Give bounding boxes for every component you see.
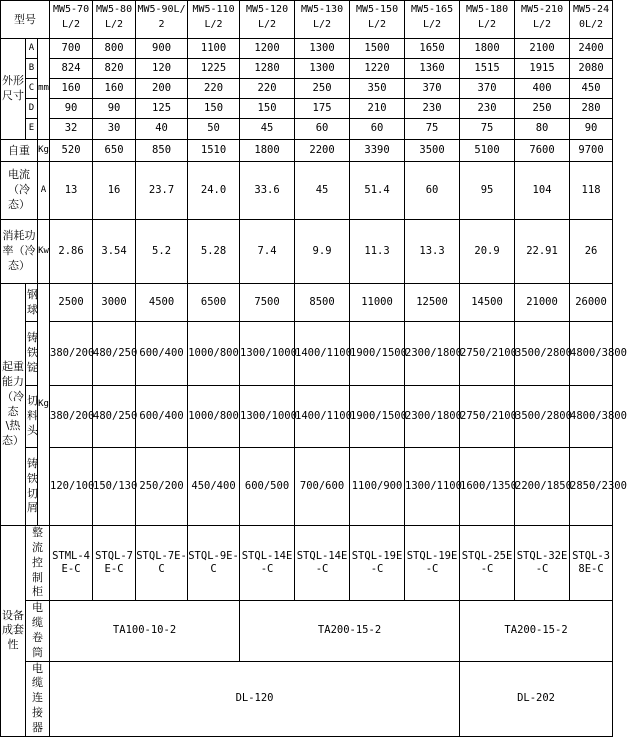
table-cell: 370 [405, 79, 460, 99]
table-cell: 400 [515, 79, 570, 99]
table-cell: 2850/2300 [570, 448, 613, 526]
table-cell: 3.54 [93, 220, 136, 284]
table-cell: 1300/1000 [240, 386, 295, 448]
table-cell: 220 [188, 79, 240, 99]
table-cell: 11.3 [350, 220, 405, 284]
table-cell: 20.9 [460, 220, 515, 284]
table-cell: TA100-10-2 [50, 601, 240, 661]
table-cell: 60 [405, 162, 460, 220]
table-cell: 40 [136, 119, 188, 140]
model-label: 型号 [1, 1, 50, 39]
table-cell: 820 [93, 59, 136, 79]
table-cell: 1300 [295, 39, 350, 59]
table-cell: 60 [295, 119, 350, 140]
table-cell: 51.4 [350, 162, 405, 220]
table-cell: 32 [50, 119, 93, 140]
table-cell: 250/200 [136, 448, 188, 526]
table-cell: 1900/1500 [350, 386, 405, 448]
table-cell: 450/400 [188, 448, 240, 526]
dimension-key: D [26, 99, 38, 119]
table-cell: 350 [350, 79, 405, 99]
table-cell: 210 [350, 99, 405, 119]
table-cell: TA200-15-2 [460, 601, 613, 661]
model-header: MW5-70L/2 [50, 1, 93, 39]
current-label: 电流（冷态） [1, 162, 38, 220]
table-cell: 1600/1350 [460, 448, 515, 526]
model-header: MW5-165L/2 [405, 1, 460, 39]
table-cell: 2750/2100 [460, 322, 515, 386]
table-cell: 280 [570, 99, 613, 119]
table-cell: 2500 [50, 284, 93, 322]
table-cell: 380/200 [50, 386, 93, 448]
lifting-unit: Kg [38, 284, 50, 526]
table-row [1, 661, 613, 736]
table-cell: 1510 [188, 140, 240, 162]
dimension-key: C [26, 79, 38, 99]
lifting-material: 铸铁锭 [26, 322, 38, 386]
table-cell: 75 [460, 119, 515, 140]
table-row [1, 322, 613, 386]
table-cell: STQL-19E-C [350, 526, 405, 601]
power-unit: Kw [38, 220, 50, 284]
table-cell: 480/250 [93, 322, 136, 386]
table-cell: 3500/2800 [515, 322, 570, 386]
table-cell: 1300/1000 [240, 322, 295, 386]
table-cell: DL-120 [50, 661, 460, 736]
table-cell: 175 [295, 99, 350, 119]
table-cell: STQL-9E-C [188, 526, 240, 601]
model-header: MW5-150L/2 [350, 1, 405, 39]
rectifier-label: 整流控制柜 [26, 526, 50, 601]
table-cell: 23.7 [136, 162, 188, 220]
table-cell: 80 [515, 119, 570, 140]
lifting-material: 切料头 [26, 386, 38, 448]
table-cell: 125 [136, 99, 188, 119]
table-cell: STQL-14E-C [240, 526, 295, 601]
table-cell: 8500 [295, 284, 350, 322]
table-cell: STQL-19E-C [405, 526, 460, 601]
table-cell: 90 [93, 99, 136, 119]
equipment-label: 设备成套性 [1, 526, 26, 737]
table-cell: 5100 [460, 140, 515, 162]
table-row [1, 526, 613, 601]
table-cell: 600/400 [136, 386, 188, 448]
table-cell: 13 [50, 162, 93, 220]
table-cell: 370 [460, 79, 515, 99]
table-cell: 700/600 [295, 448, 350, 526]
dimension-key: E [26, 119, 38, 140]
table-cell: 520 [50, 140, 93, 162]
model-header: MW5-80L/2 [93, 1, 136, 39]
table-cell: 26000 [570, 284, 613, 322]
dimensions-label: 外形尺寸 [1, 39, 26, 140]
table-cell: 104 [515, 162, 570, 220]
table-cell: 200 [136, 79, 188, 99]
table-cell: 250 [295, 79, 350, 99]
table-cell: 2300/1800 [405, 322, 460, 386]
table-cell: 1300 [295, 59, 350, 79]
table-cell: STQL-14E-C [295, 526, 350, 601]
table-cell: 2400 [570, 39, 613, 59]
weight-label: 自重 [1, 140, 38, 162]
table-row [1, 162, 613, 220]
table-cell: 4500 [136, 284, 188, 322]
table-cell: 9.9 [295, 220, 350, 284]
table-cell: 160 [93, 79, 136, 99]
table-cell: 1915 [515, 59, 570, 79]
table-cell: 22.91 [515, 220, 570, 284]
dimension-key: A [26, 39, 38, 59]
table-cell: 150/130 [93, 448, 136, 526]
table-cell: 1300/1100 [405, 448, 460, 526]
table-cell: 6500 [188, 284, 240, 322]
table-row [1, 601, 613, 661]
table-cell: 2.86 [50, 220, 93, 284]
model-header: MW5-210L/2 [515, 1, 570, 39]
table-cell: 1800 [460, 39, 515, 59]
table-row [1, 220, 613, 284]
table-cell: 1360 [405, 59, 460, 79]
table-cell: 824 [50, 59, 93, 79]
table-cell: STQL-32E-C [515, 526, 570, 601]
table-cell: 118 [570, 162, 613, 220]
current-unit: A [38, 162, 50, 220]
table-cell: 4800/3800 [570, 322, 613, 386]
table-cell: 120 [136, 59, 188, 79]
model-header: MW5-90L/2 [136, 1, 188, 39]
lifting-material: 铸铁切屑 [26, 448, 38, 526]
table-cell: 11000 [350, 284, 405, 322]
table-row [1, 99, 613, 119]
table-row [1, 39, 613, 59]
table-cell: 850 [136, 140, 188, 162]
table-row [1, 448, 613, 526]
table-cell: 1100 [188, 39, 240, 59]
table-cell: 650 [93, 140, 136, 162]
table-cell: 3390 [350, 140, 405, 162]
table-cell: 3500 [405, 140, 460, 162]
table-cell: 2100 [515, 39, 570, 59]
table-cell: 4800/3800 [570, 386, 613, 448]
table-cell: 50 [188, 119, 240, 140]
model-header: MW5-180L/2 [460, 1, 515, 39]
table-cell: 2300/1800 [405, 386, 460, 448]
table-row [1, 284, 613, 322]
table-cell: 600/500 [240, 448, 295, 526]
table-cell: 700 [50, 39, 93, 59]
table-cell: 230 [460, 99, 515, 119]
table-cell: 150 [240, 99, 295, 119]
table-cell: 13.3 [405, 220, 460, 284]
table-cell: 7.4 [240, 220, 295, 284]
table-cell: 14500 [460, 284, 515, 322]
table-cell: 95 [460, 162, 515, 220]
table-cell: 250 [515, 99, 570, 119]
table-cell: STQL-7E-C [93, 526, 136, 601]
model-header: MW5-130L/2 [295, 1, 350, 39]
table-cell: 2080 [570, 59, 613, 79]
table-cell: TA200-15-2 [240, 601, 460, 661]
header-row [1, 1, 613, 39]
table-cell: 26 [570, 220, 613, 284]
table-row [1, 59, 613, 79]
table-cell: 1900/1500 [350, 322, 405, 386]
table-cell: 1225 [188, 59, 240, 79]
table-cell: STML-4E-C [50, 526, 93, 601]
table-row [1, 386, 613, 448]
model-header: MW5-110L/2 [188, 1, 240, 39]
table-cell: 120/100 [50, 448, 93, 526]
table-cell: 150 [188, 99, 240, 119]
table-cell: 12500 [405, 284, 460, 322]
table-cell: 60 [350, 119, 405, 140]
dimensions-unit: mm [38, 39, 50, 140]
table-cell: 450 [570, 79, 613, 99]
power-label: 消耗功率（冷态） [1, 220, 38, 284]
table-cell: 1000/800 [188, 386, 240, 448]
table-cell: 1400/1100 [295, 386, 350, 448]
table-cell: 7600 [515, 140, 570, 162]
table-cell: 160 [50, 79, 93, 99]
table-cell: 90 [570, 119, 613, 140]
table-cell: 75 [405, 119, 460, 140]
table-cell: 1280 [240, 59, 295, 79]
table-cell: 45 [240, 119, 295, 140]
table-row [1, 119, 613, 140]
table-cell: 1220 [350, 59, 405, 79]
model-header: MW5-120L/2 [240, 1, 295, 39]
lifting-label: 起重能力（冷态\热态） [1, 284, 26, 526]
table-cell: 1515 [460, 59, 515, 79]
table-cell: 90 [50, 99, 93, 119]
table-cell: 480/250 [93, 386, 136, 448]
lifting-material: 钢球 [26, 284, 38, 322]
weight-unit: Kg [38, 140, 50, 162]
table-cell: 220 [240, 79, 295, 99]
table-cell: 9700 [570, 140, 613, 162]
table-cell: 230 [405, 99, 460, 119]
cable-connector-label: 电缆连接器 [26, 661, 50, 736]
table-cell: 800 [93, 39, 136, 59]
cable-drum-label: 电缆卷筒 [26, 601, 50, 661]
table-cell: 3500/2800 [515, 386, 570, 448]
table-cell: 1400/1100 [295, 322, 350, 386]
table-cell: 2750/2100 [460, 386, 515, 448]
table-cell: 2200 [295, 140, 350, 162]
table-cell: 30 [93, 119, 136, 140]
table-row [1, 79, 613, 99]
dimension-key: B [26, 59, 38, 79]
table-cell: 24.0 [188, 162, 240, 220]
table-cell: 1100/900 [350, 448, 405, 526]
table-cell: STQL-38E-C [570, 526, 613, 601]
table-cell: 16 [93, 162, 136, 220]
table-cell: 1500 [350, 39, 405, 59]
table-cell: 1200 [240, 39, 295, 59]
table-cell: 3000 [93, 284, 136, 322]
model-header: MW5-240L/2 [570, 1, 613, 39]
table-cell: 7500 [240, 284, 295, 322]
table-cell: 33.6 [240, 162, 295, 220]
table-cell: 5.2 [136, 220, 188, 284]
table-cell: 1000/800 [188, 322, 240, 386]
table-cell: 900 [136, 39, 188, 59]
table-cell: 380/200 [50, 322, 93, 386]
table-row [1, 140, 613, 162]
table-cell: STQL-25E-C [460, 526, 515, 601]
table-cell: STQL-7E-C [136, 526, 188, 601]
table-cell: 1800 [240, 140, 295, 162]
table-cell: 45 [295, 162, 350, 220]
table-cell: 5.28 [188, 220, 240, 284]
table-cell: 2200/1850 [515, 448, 570, 526]
table-cell: 1650 [405, 39, 460, 59]
table-cell: 600/400 [136, 322, 188, 386]
table-cell: 21000 [515, 284, 570, 322]
table-cell: DL-202 [460, 661, 613, 736]
